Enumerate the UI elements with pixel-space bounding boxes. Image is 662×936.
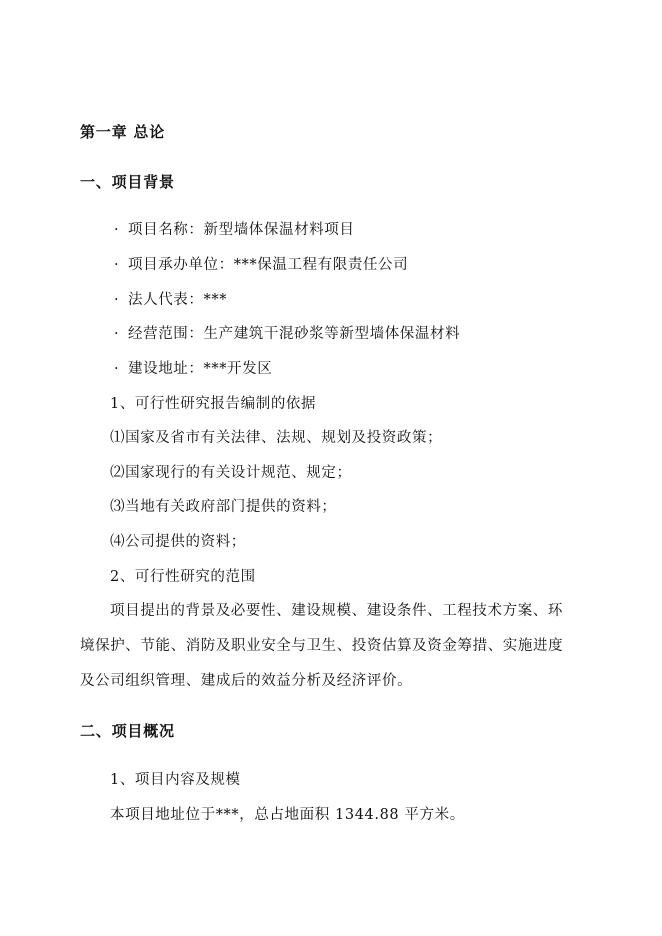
- subsection-content-title: 1、项目内容及规模: [110, 772, 241, 788]
- scope-paragraph-line: 项目提出的背景及必要性、建设规模、建设条件、工程技术方案、环: [110, 603, 563, 619]
- bullet-item-text: 建设地址：***开发区: [128, 361, 273, 377]
- bullet-item-text: 项目承办单位：***保温工程有限责任公司: [128, 257, 409, 273]
- bullet-item-project-name: [114, 220, 355, 240]
- bullet-item-legal-rep: [114, 290, 227, 310]
- scope-paragraph-line: 及公司组织管理、建成后的效益分析及经济评价。: [80, 673, 413, 689]
- bullet-symbol: ·: [114, 257, 120, 273]
- bullet-symbol: ·: [114, 361, 120, 377]
- chapter-title: 第一章 总论: [80, 123, 166, 141]
- subsection-scope-title: 2、可行性研究的范围: [110, 569, 256, 585]
- bullet-symbol: ·: [114, 222, 120, 238]
- basis-item: ⑶当地有关政府部门提供的资料；: [110, 499, 337, 515]
- section2-heading: 二、项目概况: [80, 722, 175, 740]
- subsection-basis-title: 1、可行性研究报告编制的依据: [110, 396, 317, 412]
- section1-heading: 一、项目背景: [80, 173, 175, 191]
- bullet-item-business-scope: [114, 324, 460, 344]
- basis-item: ⑴国家及省市有关法律、法规、规划及投资政策；: [110, 430, 443, 446]
- bullet-item-text: 经营范围：生产建筑干混砂浆等新型墙体保温材料: [128, 326, 461, 342]
- scope-paragraph-line: 境保护、节能、消防及职业安全与卫生、投资估算及资金筹措、实施进度: [80, 638, 564, 654]
- bullet-item-address: [114, 359, 272, 379]
- bullet-item-text: 法人代表：***: [128, 292, 228, 308]
- bullet-item-undertaker: [114, 255, 408, 275]
- bullet-symbol: ·: [114, 292, 120, 308]
- basis-item: ⑵国家现行的有关设计规范、规定；: [110, 465, 352, 481]
- bullet-symbol: ·: [114, 326, 120, 342]
- bullet-item-text: 项目名称：新型墙体保温材料项目: [128, 222, 355, 238]
- basis-item: ⑷公司提供的资料；: [110, 534, 246, 550]
- content-paragraph: 本项目地址位于***，总占地面积 1344.88 平方米。: [110, 807, 465, 823]
